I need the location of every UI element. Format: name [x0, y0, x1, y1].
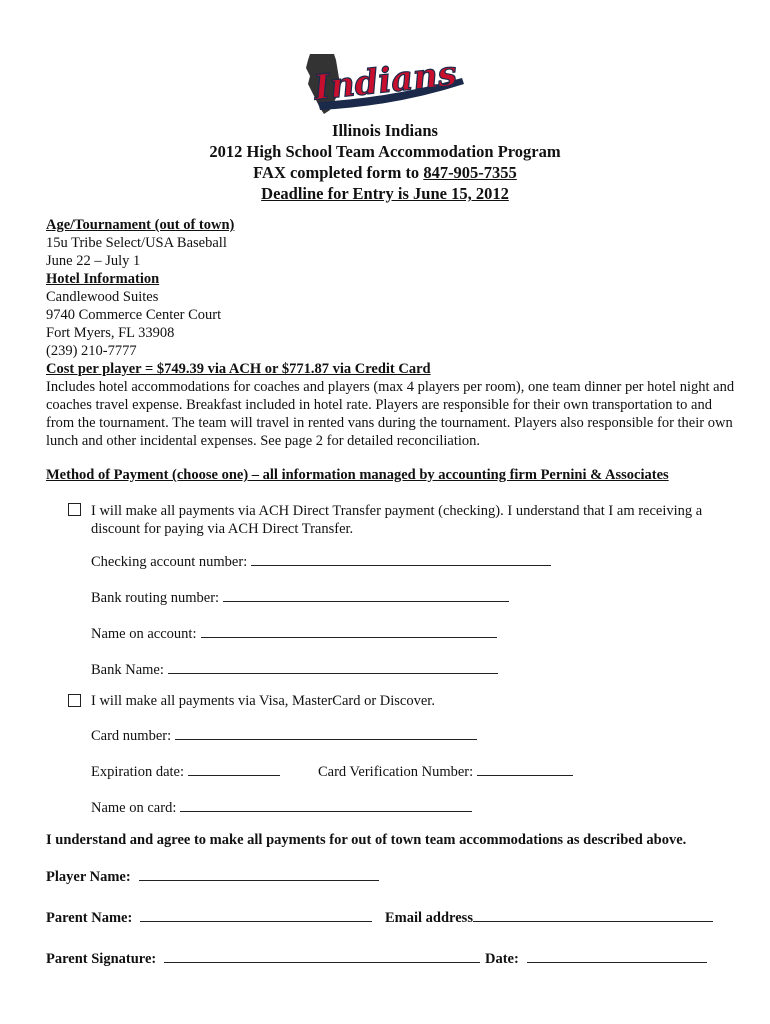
ach-checkbox[interactable]	[68, 503, 81, 516]
player-name-field[interactable]	[139, 868, 379, 881]
card-option-text: I will make all payments via Visa, MasterCard or Discover.	[91, 693, 435, 709]
name-on-card-field[interactable]	[180, 799, 472, 812]
card-number-field[interactable]	[175, 727, 477, 740]
parent-signature-row	[46, 950, 480, 968]
expiration-label: Expiration date:	[91, 764, 185, 780]
name-on-account-label: Name on account:	[91, 626, 197, 642]
parent-name-label: Parent Name:	[46, 910, 133, 926]
cvn-row	[318, 763, 573, 781]
player-name-label: Player Name:	[46, 869, 131, 885]
hotel-heading: Hotel Information	[46, 271, 160, 287]
checking-account-row	[91, 553, 551, 571]
tournament-name: 15u Tribe Select/USA Baseball	[46, 235, 227, 251]
card-checkbox[interactable]	[68, 694, 81, 707]
hotel-address2: Fort Myers, FL 33908	[46, 325, 175, 341]
player-name-row	[46, 868, 379, 886]
header-deadline: Deadline for Entry is June 15, 2012	[261, 184, 509, 203]
card-number-row	[91, 727, 477, 745]
email-row	[385, 909, 713, 927]
cvn-label: Card Verification Number:	[318, 764, 474, 780]
fax-number: 847-905-7355	[423, 163, 517, 182]
date-row	[485, 950, 707, 968]
cvn-field[interactable]	[477, 763, 573, 776]
bank-name-label: Bank Name:	[91, 662, 164, 678]
routing-row	[91, 589, 509, 607]
name-on-card-label: Name on card:	[91, 800, 177, 816]
parent-name-field[interactable]	[140, 909, 372, 922]
parent-signature-label: Parent Signature:	[46, 951, 157, 967]
routing-field[interactable]	[223, 589, 509, 602]
date-label: Date:	[485, 951, 519, 967]
parent-name-row	[46, 909, 372, 927]
card-number-label: Card number:	[91, 728, 172, 744]
email-label: Email address	[385, 910, 473, 926]
agreement-statement: I understand and agree to make all payments for out of town team accommodations as described above.	[46, 832, 687, 848]
header-fax	[0, 163, 770, 183]
parent-signature-field[interactable]	[164, 950, 480, 963]
cost-description: Includes hotel accommodations for coaches and players (max 4 players per room), one team dinner per hotel night and coaches travel expense. Breakfast included in hotel rate. Players are responsible for their own transportation to and from the tournament. The team will travel in rented vans during the tournament. Players also responsible for their own lunch and other incidental expenses. See page 2 for detailed reconciliation.	[46, 379, 735, 449]
expiration-field[interactable]	[188, 763, 280, 776]
routing-label: Bank routing number:	[91, 590, 220, 606]
name-on-account-field[interactable]	[201, 625, 497, 638]
tournament-dates: June 22 – July 1	[46, 253, 141, 269]
bank-name-row	[91, 661, 498, 679]
cost-heading: Cost per player = $749.39 via ACH or $771.87 via Credit Card	[46, 361, 431, 377]
expiration-row	[91, 763, 280, 781]
header-program: 2012 High School Team Accommodation Program	[209, 142, 561, 161]
hotel-name: Candlewood Suites	[46, 289, 159, 305]
name-on-card-row	[91, 799, 472, 817]
payment-heading: Method of Payment (choose one) – all information managed by accounting firm Pernini & Associates	[46, 467, 669, 483]
logo-wordmark: Indians	[312, 53, 459, 109]
tournament-heading: Age/Tournament (out of town)	[46, 217, 235, 233]
ach-option-text: I will make all payments via ACH Direct Transfer payment (checking). I understand that I am receiving a discount for paying via ACH Direct Transfer.	[91, 503, 703, 537]
checking-account-field[interactable]	[251, 553, 551, 566]
hotel-phone: (239) 210-7777	[46, 343, 137, 359]
date-field[interactable]	[527, 950, 707, 963]
bank-name-field[interactable]	[168, 661, 498, 674]
fax-prefix: FAX completed form to	[253, 163, 424, 182]
checking-account-label: Checking account number:	[91, 554, 248, 570]
indians-logo	[300, 50, 470, 116]
hotel-address1: 9740 Commerce Center Court	[46, 307, 222, 323]
header-title: Illinois Indians	[332, 121, 438, 140]
email-field[interactable]	[473, 909, 713, 922]
name-on-account-row	[91, 625, 497, 643]
